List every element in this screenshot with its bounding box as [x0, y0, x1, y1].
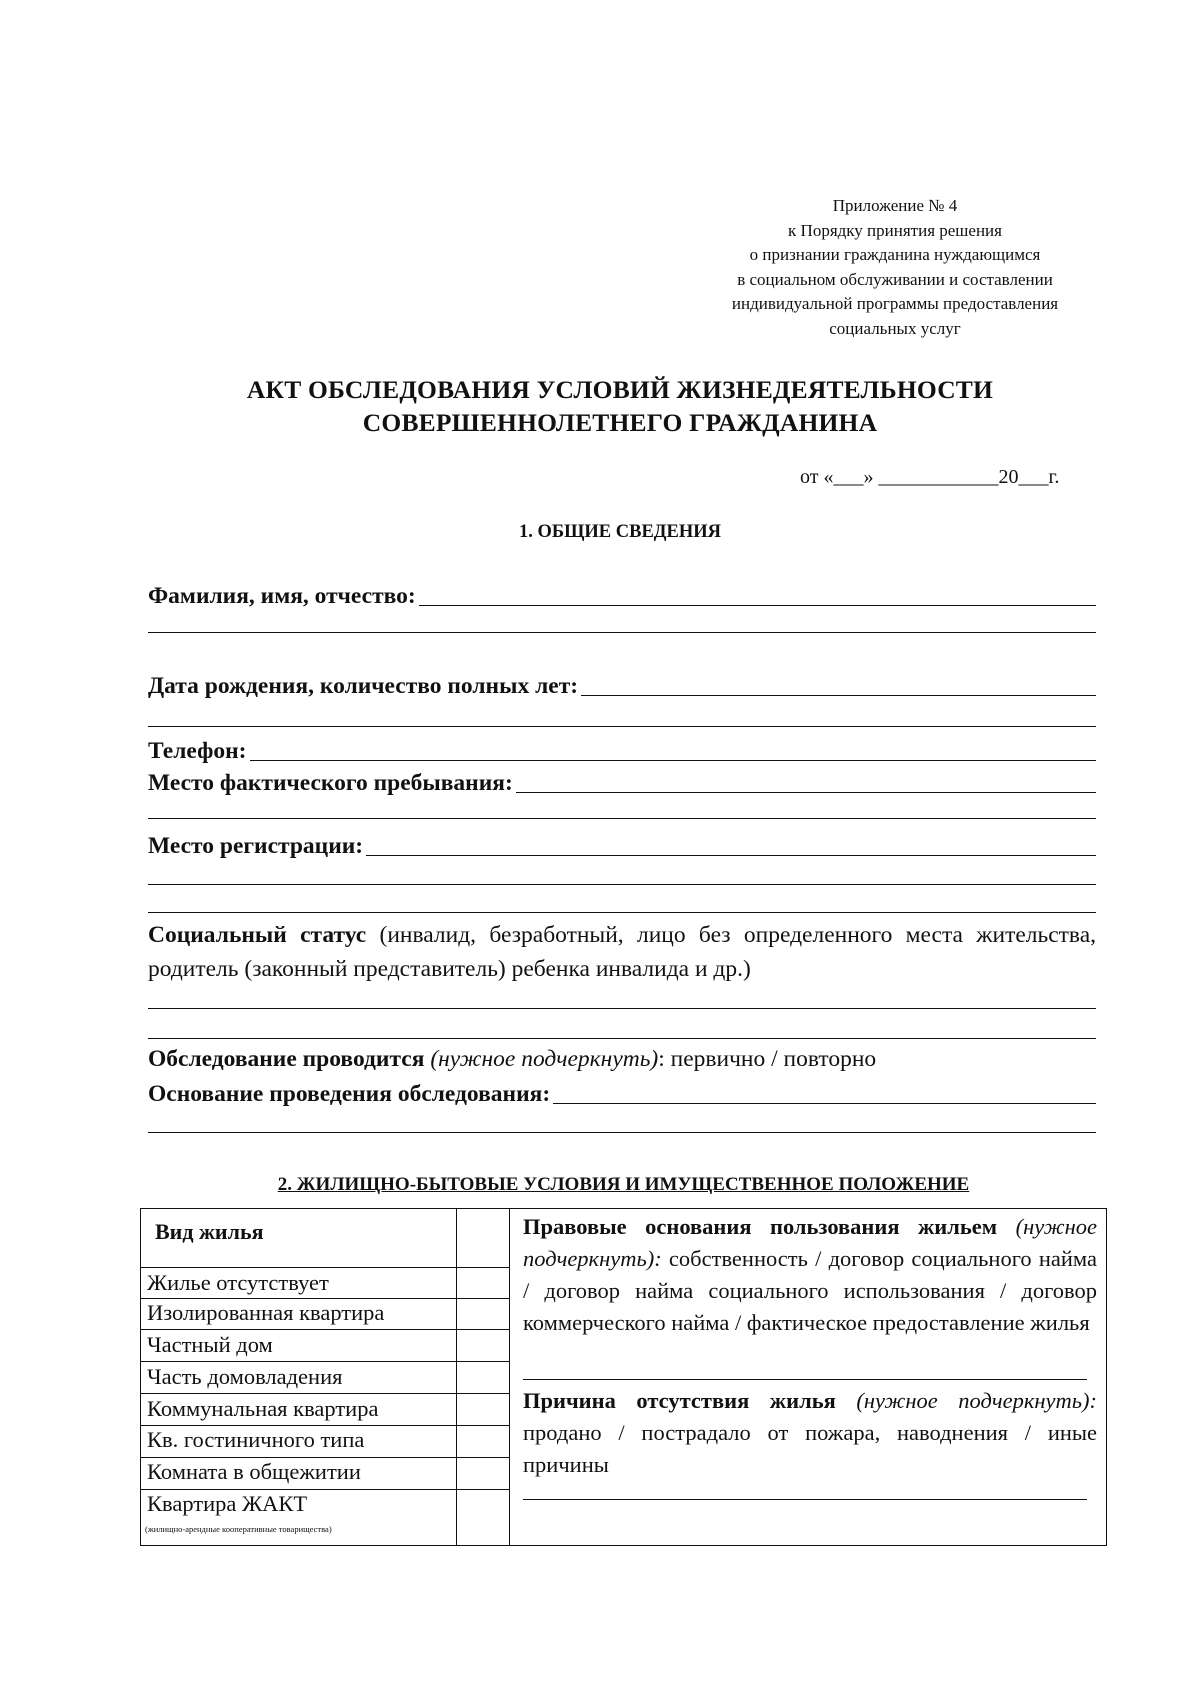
- actual-place-extra-line[interactable]: [148, 818, 1096, 819]
- survey-type-label: Обследование проводится: [148, 1046, 425, 1072]
- phone-input-line[interactable]: [250, 758, 1097, 761]
- appendix-block: [600, 194, 1190, 341]
- appendix-line: о признании гражданина нуждающимся: [749, 245, 1041, 264]
- absence-reason-line[interactable]: [523, 1499, 1087, 1500]
- absence-reason-paragraph: [523, 1385, 1097, 1481]
- actual-place-field[interactable]: [148, 767, 1096, 797]
- survey-type-options[interactable]: : первично / повторно: [658, 1046, 877, 1072]
- title-line-1: АКТ ОБСЛЕДОВАНИЯ УСЛОВИЙ ЖИЗНЕДЕЯТЕЛЬНОСТИ: [246, 375, 994, 404]
- basis-label: Основание проведения обследования:: [148, 1081, 551, 1107]
- social-status-paragraph: [148, 918, 1096, 986]
- actual-place-label: Место фактического пребывания:: [148, 770, 513, 796]
- housing-type-row[interactable]: Коммунальная квартира: [147, 1396, 379, 1421]
- social-status-label: Социальный статус: [148, 922, 367, 948]
- housing-type-row[interactable]: Частный дом: [147, 1332, 273, 1357]
- appendix-line: в социальном обслуживании и составлении: [737, 269, 1053, 289]
- registration-input-line[interactable]: [366, 853, 1096, 856]
- legal-basis-hint: (нужное подчеркнуть):: [523, 1214, 1097, 1271]
- social-status-line-2[interactable]: [148, 1038, 1096, 1039]
- social-status-hint: (инвалид, безработный, лицо без определенного места жительства, родитель (законный представитель) ребенка инвалида и др.): [148, 922, 1096, 982]
- zhakt-note: (жилищно-арендные кооперативные товарищества): [145, 1524, 332, 1534]
- table-divider: [456, 1209, 457, 1545]
- survey-type-hint: (нужное подчеркнуть): [424, 1046, 659, 1072]
- absence-reason-options[interactable]: продано / пострадало от пожара, наводнения / иные причины: [523, 1420, 1097, 1477]
- registration-field[interactable]: [148, 830, 1096, 860]
- housing-type-header: Вид жилья: [155, 1219, 264, 1244]
- absence-reason-label: Причина отсутствия жилья: [523, 1388, 836, 1413]
- appendix-line: социальных услуг: [829, 318, 961, 338]
- registration-extra-line-2[interactable]: [148, 912, 1096, 913]
- absence-reason-hint: (нужное подчеркнуть):: [835, 1388, 1097, 1413]
- legal-basis-options[interactable]: собственность / договор социального найма / договор найма социального использования / договор коммерческого найма / фактическое предоставление жилья: [523, 1246, 1097, 1335]
- housing-type-row[interactable]: Комната в общежитии: [147, 1459, 361, 1484]
- basis-extra-line[interactable]: [148, 1132, 1096, 1133]
- housing-type-row[interactable]: Жилье отсутствует: [147, 1270, 329, 1295]
- registration-extra-line-1[interactable]: [148, 884, 1096, 885]
- basis-field[interactable]: [148, 1078, 1096, 1108]
- section-2-heading: 2. ЖИЛИЩНО-БЫТОВЫЕ УСЛОВИЯ И ИМУЩЕСТВЕННОЕ ПОЛОЖЕНИЕ: [277, 1174, 970, 1195]
- appendix-line: к Порядку принятия решения: [788, 220, 1002, 240]
- actual-place-input-line[interactable]: [516, 790, 1096, 793]
- social-status-line-1[interactable]: [148, 1008, 1096, 1009]
- housing-type-row[interactable]: Квартира ЖАКТ: [147, 1491, 308, 1516]
- appendix-line: Приложение № 4: [832, 196, 958, 215]
- legal-basis-label: Правовые основания пользования жильем: [523, 1214, 998, 1239]
- fio-field[interactable]: [148, 580, 1096, 610]
- fio-label: Фамилия, имя, отчество:: [148, 583, 416, 609]
- phone-label: Телефон:: [148, 738, 247, 764]
- housing-type-row[interactable]: Изолированная квартира: [147, 1300, 385, 1325]
- legal-basis-paragraph: [523, 1211, 1097, 1339]
- birth-field[interactable]: [148, 670, 1096, 700]
- section-1-heading: 1. ОБЩИЕ СВЕДЕНИЯ: [518, 522, 722, 542]
- survey-type-line: [148, 1044, 1096, 1074]
- fio-input-line[interactable]: [419, 603, 1096, 606]
- table-divider: [509, 1209, 510, 1545]
- birth-label: Дата рождения, количество полных лет:: [148, 673, 579, 699]
- appendix-line: индивидуальной программы предоставления: [731, 294, 1059, 313]
- housing-table: [140, 1208, 1107, 1546]
- fio-extra-line[interactable]: [148, 632, 1096, 633]
- document-date: от «___» ____________20___г.: [800, 466, 1060, 488]
- registration-label: Место регистрации:: [148, 833, 364, 859]
- birth-extra-line[interactable]: [148, 726, 1096, 727]
- title-line-2: СОВЕРШЕННОЛЕТНЕГО ГРАЖДАНИНА: [362, 408, 878, 437]
- phone-field[interactable]: [148, 735, 1096, 765]
- housing-type-row[interactable]: Кв. гостиничного типа: [147, 1427, 365, 1452]
- document-title: [160, 373, 1080, 439]
- housing-type-row[interactable]: Часть домовладения: [147, 1364, 343, 1389]
- birth-input-line[interactable]: [581, 693, 1096, 696]
- basis-input-line[interactable]: [553, 1101, 1096, 1104]
- legal-basis-line[interactable]: [523, 1379, 1087, 1380]
